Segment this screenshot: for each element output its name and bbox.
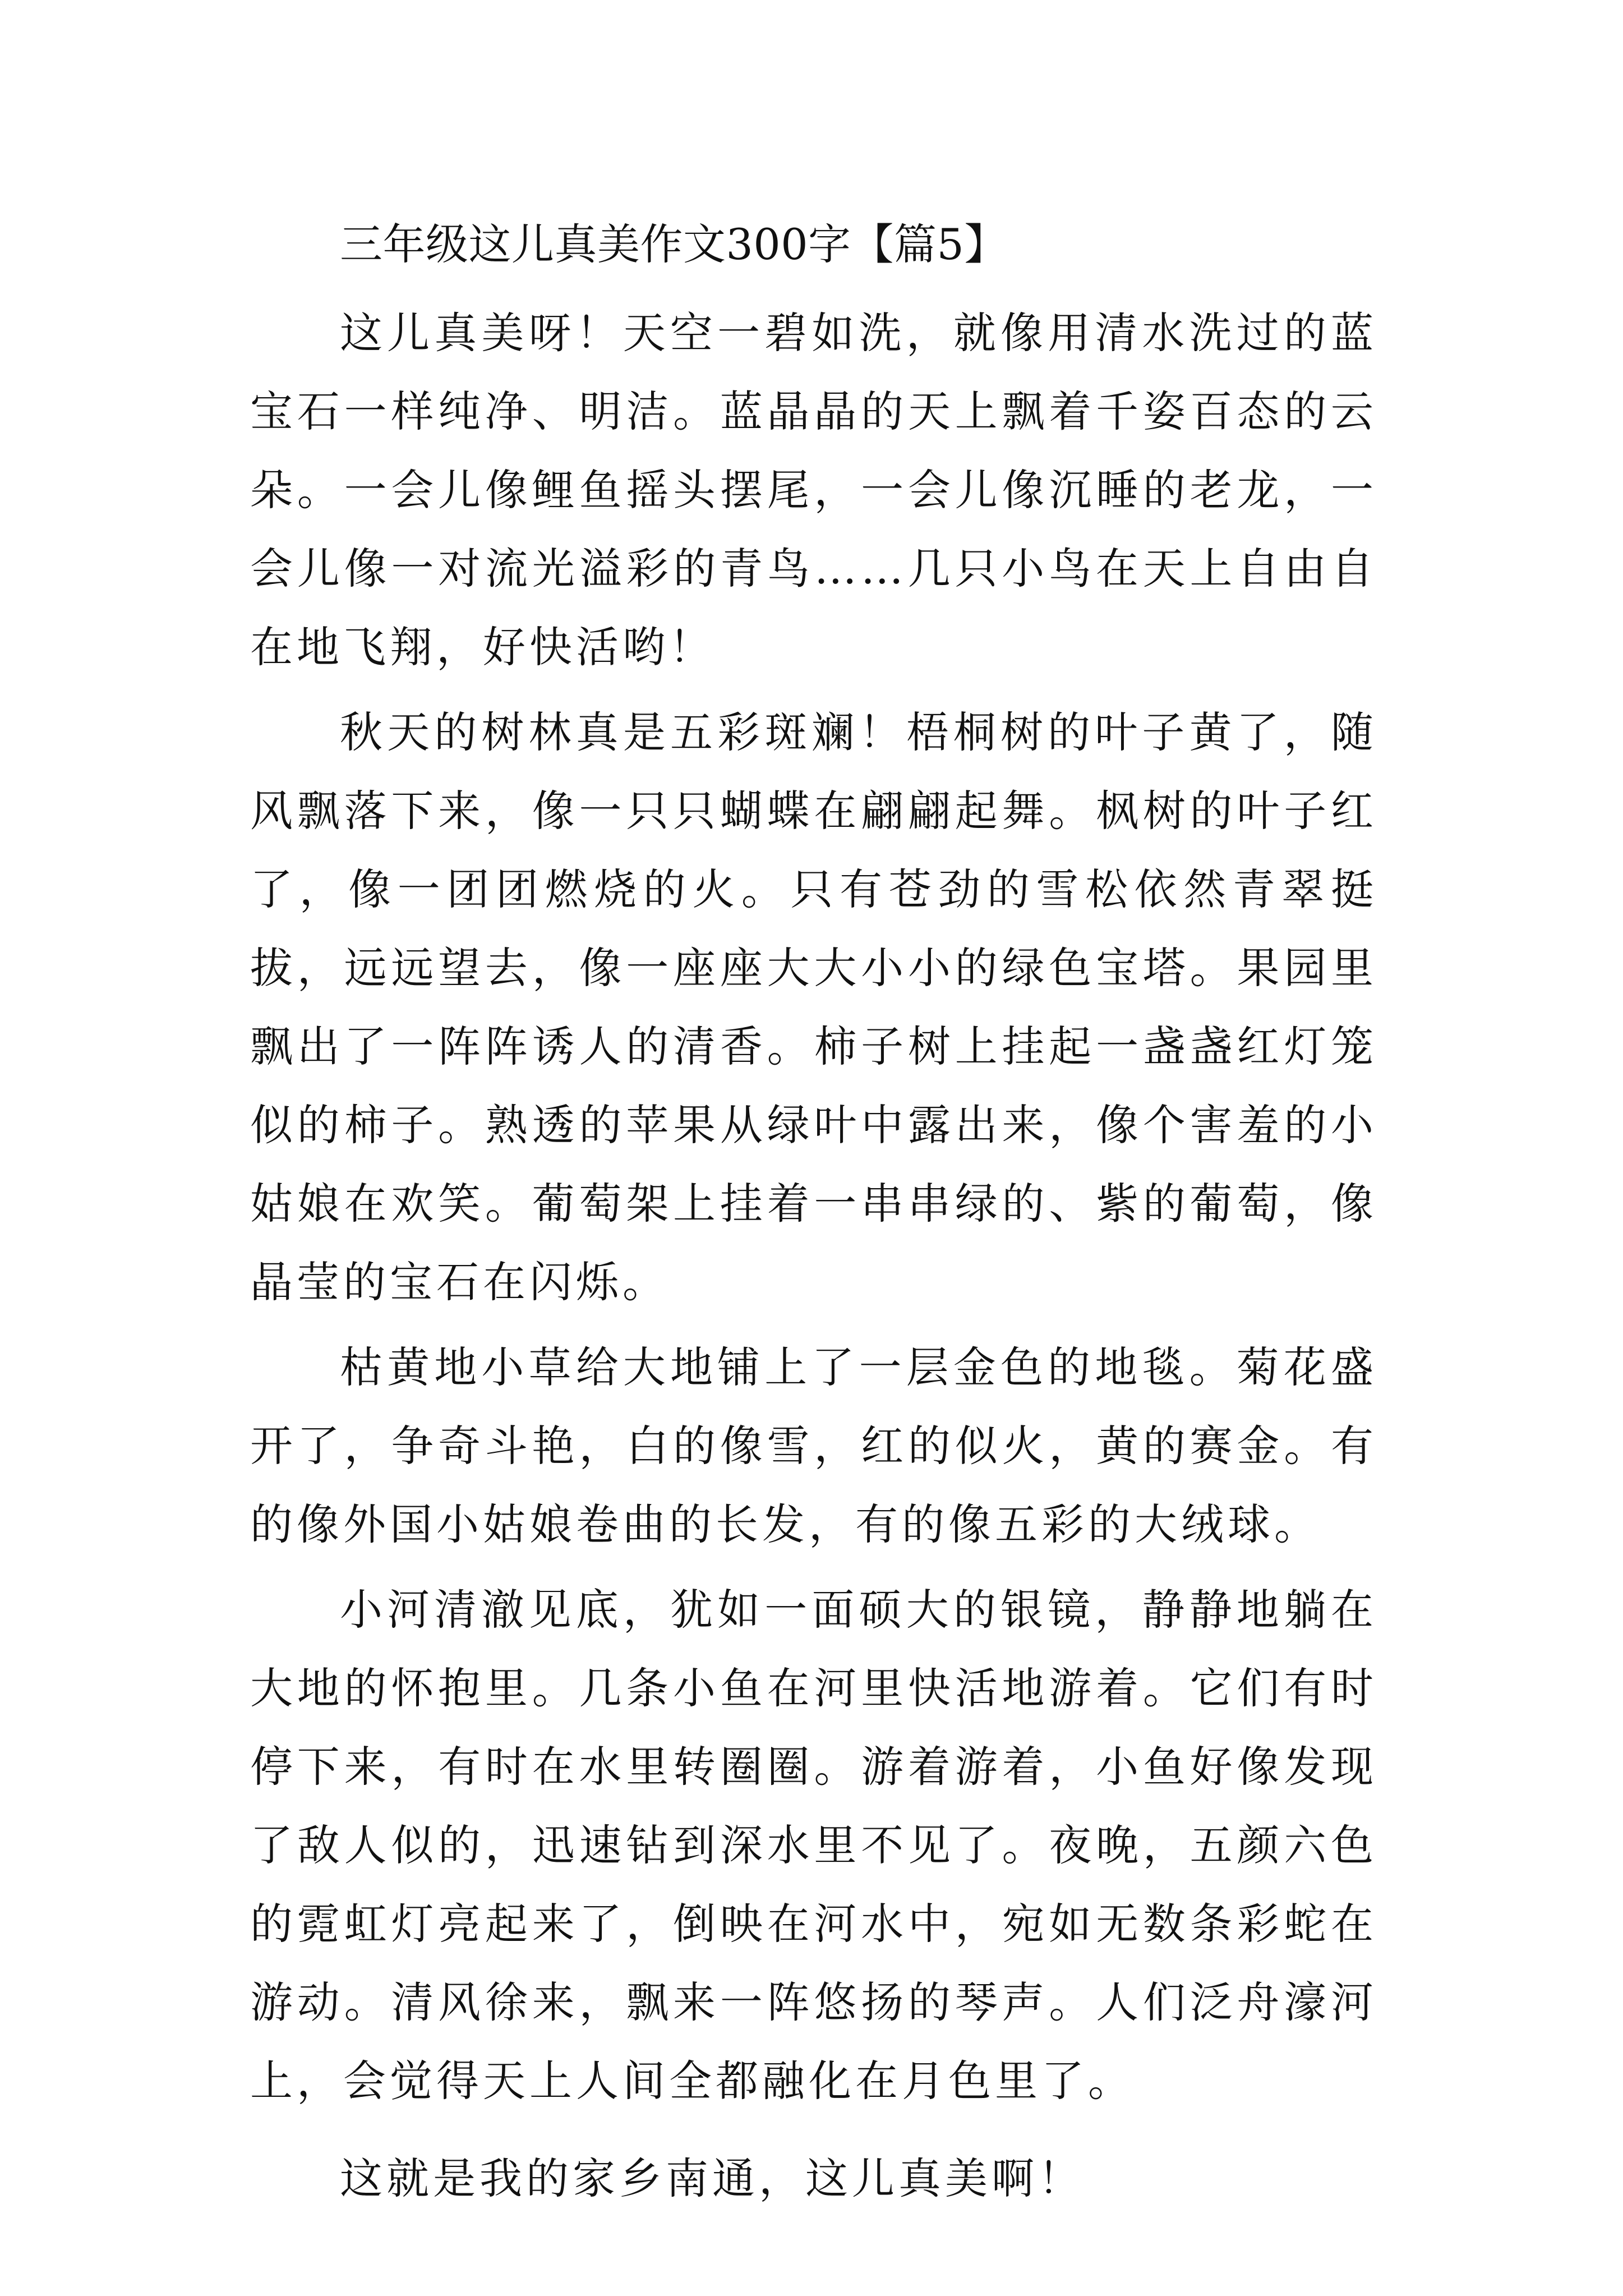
document-body	[250, 202, 1377, 2218]
paragraph-river: 小河清澈见底，犹如一面硕大的银镜，静静地躺在大地的怀抱里。几条小鱼在河里快活地游着。它们有时停下来，有时在水里转圈圈。游着游着，小鱼好像发现了敌人似的，迅速钻到深水里不见了。夜晚，五颜六色的霓虹灯亮起来了，倒映在河水中，宛如无数条彩蛇在游动。清风徐来，飘来一阵悠扬的琴声。人们泛舟濠河上，会觉得天上人间全都融化在月色里了。	[250, 1585, 1377, 2106]
essay-title: 三年级这儿真美作文300字【篇5】	[340, 219, 1007, 269]
paragraph-conclusion: 这就是我的家乡南通，这儿真美啊！	[340, 2154, 1085, 2203]
paragraph-sky: 这儿真美呀！天空一碧如洗，就像用清水洗过的蓝宝石一样纯净、明洁。蓝晶晶的天上飘着千姿百态的云朵。一会儿像鲤鱼摇头摆尾，一会儿像沉睡的老龙，一会儿像一对流光溢彩的青鸟……几只小鸟在天上自由自在地飞翔，好快活哟！	[250, 308, 1377, 672]
paragraph-grass-flowers: 枯黄地小草给大地铺上了一层金色的地毯。菊花盛开了，争奇斗艳，白的像雪，红的似火，黄的赛金。有的像外国小姑娘卷曲的长发，有的像五彩的大绒球。	[250, 1342, 1377, 1549]
paragraph-autumn-woods: 秋天的树林真是五彩斑斓！梧桐树的叶子黄了，随风飘落下来，像一只只蝴蝶在翩翩起舞。枫树的叶子红了，像一团团燃烧的火。只有苍劲的雪松依然青翠挺拔，远远望去，像一座座大大小小的绿色宝塔。果园里飘出了一阵阵诱人的清香。柿子树上挂起一盏盏红灯笼似的柿子。熟透的苹果从绿叶中露出来，像个害羞的小姑娘在欢笑。葡萄架上挂着一串串绿的、紫的葡萄，像晶莹的宝石在闪烁。	[250, 707, 1377, 1307]
